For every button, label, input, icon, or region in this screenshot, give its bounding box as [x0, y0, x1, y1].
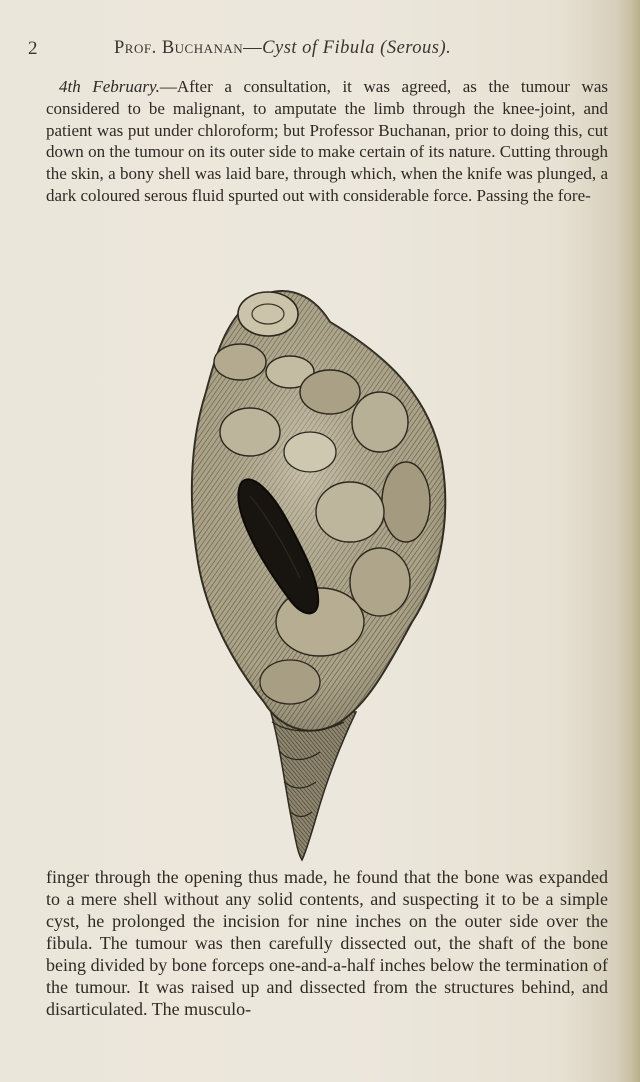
running-header — [0, 38, 640, 68]
running-head — [114, 38, 451, 59]
running-head-subtitle: (Serous). — [380, 38, 452, 58]
running-head-author: Prof. Buchanan — [114, 38, 244, 58]
running-head-title: Cyst of Fibula — [262, 38, 376, 58]
paragraph-date: 4th February. — [59, 77, 160, 96]
page-edge-shadow — [618, 0, 640, 1082]
running-head-separator: — — [243, 38, 263, 58]
tumour-specimen-icon — [180, 282, 456, 862]
tumour-specimen-figure — [180, 282, 456, 862]
paragraph-top-text: —After a consultation, it was agreed, as the tumour was considered to be malignant, to amputate the limb through the knee-joint, and patient was put under chloroform; but Professor Buchanan, prior to doing this, cut down on the tumour on its outer side to make certain of its nature. Cutting through the skin, a bony shell was laid bare, through which, when the knife was plunged, a dark coloured serous fluid spurted out with considerable force. Passing the fore- — [46, 77, 608, 205]
paragraph-top — [46, 76, 608, 207]
paragraph-bottom: finger through the opening thus made, he found that the bone was expanded to a mere shell without any solid contents, and suspecting it to be a simple cyst, he prolonged the incision for nine inches on the outer side over the fibula. The tumour was then carefully dissected out, the shaft of the bone being divided by bone forceps one-and-a-half inches below the termination of the tumour. It was raised up and dissected from the structures behind, and disarticulated. The musculo- — [46, 867, 608, 1019]
page-number: 2 — [28, 38, 38, 59]
